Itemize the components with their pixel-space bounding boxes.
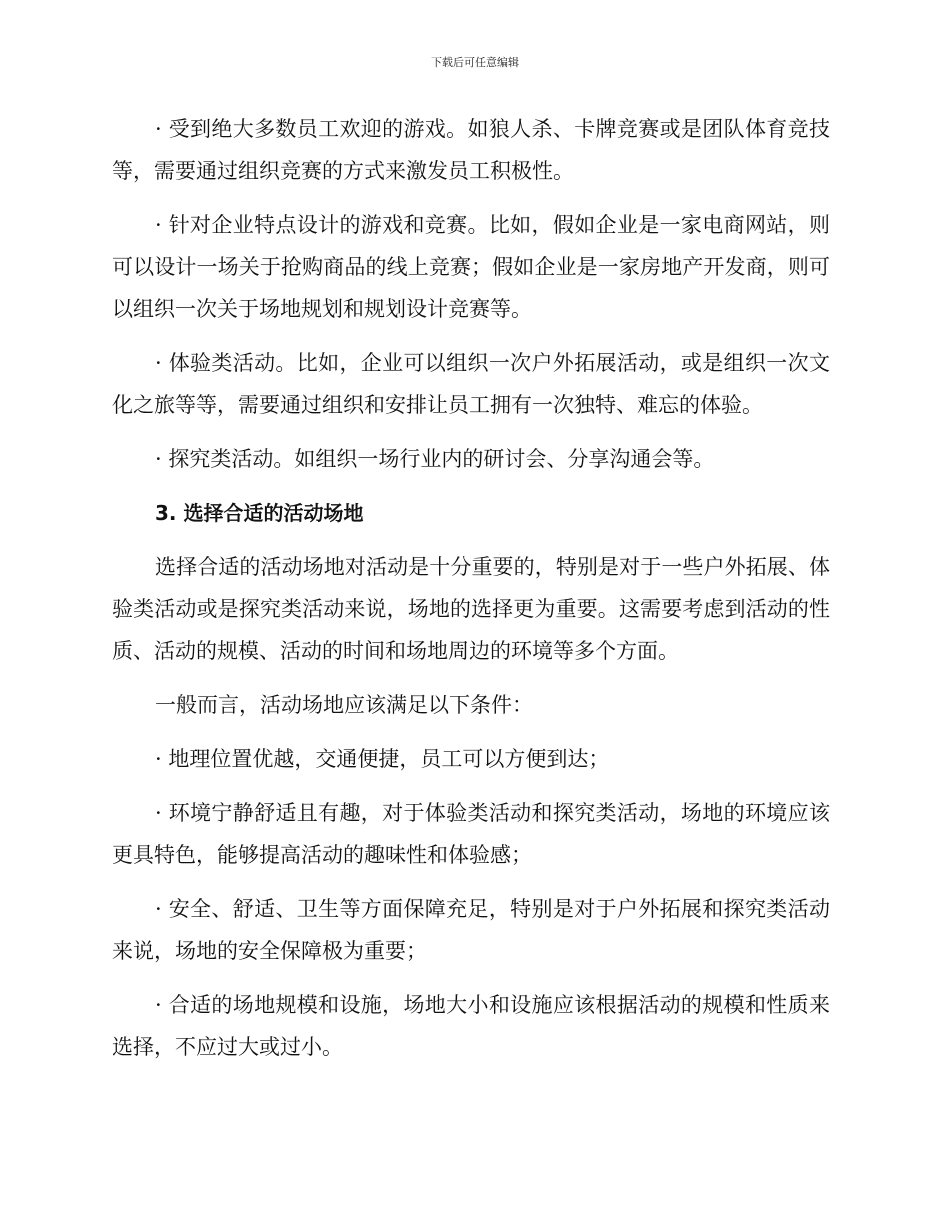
page-header-note: 下载后可任意编辑 (431, 56, 519, 69)
document-body (112, 108, 830, 1080)
paragraph-venue-importance: 选择合适的活动场地对活动是十分重要的，特别是对于一些户外拓展、体验类活动或是探究类活动来说，场地的选择更为重要。这需要考虑到活动的性质、活动的规模、活动的时间和场地周边的环境等多个方面。 (112, 555, 830, 663)
section-heading: 3. 选择合适的活动场地 (155, 501, 364, 525)
bullet-paragraph-popular-games: · 受到绝大多数员工欢迎的游戏。如狼人杀、卡牌竞赛或是团队体育竞技等，需要通过组织竞赛的方式来激发员工积极性。 (112, 117, 830, 183)
bullet-paragraph-environment: · 环境宁静舒适且有趣，对于体验类活动和探究类活动，场地的环境应该更具特色，能够提高活动的趣味性和体验感； (112, 801, 830, 867)
bullet-paragraph-company-games: · 针对企业特点设计的游戏和竞赛。比如，假如企业是一家电商网站，则可以设计一场关于抢购商品的线上竞赛；假如企业是一家房地产开发商，则可以组织一次关于场地规划和规划设计竞赛等。 (112, 213, 830, 321)
bullet-paragraph-scale-facilities: · 合适的场地规模和设施，场地大小和设施应该根据活动的规模和性质来选择，不应过大或过小。 (112, 993, 830, 1059)
bullet-paragraph-experience-activities: · 体验类活动。比如，企业可以组织一次户外拓展活动，或是组织一次文化之旅等等，需要通过组织和安排让员工拥有一次独特、难忘的体验。 (112, 351, 830, 417)
paragraph-venue-conditions-intro: 一般而言，活动场地应该满足以下条件： (155, 693, 533, 717)
bullet-paragraph-exploration-activities: · 探究类活动。如组织一场行业内的研讨会、分享沟通会等。 (155, 447, 715, 471)
bullet-paragraph-location: · 地理位置优越，交通便捷，员工可以方便到达； (155, 747, 610, 771)
bullet-paragraph-safety: · 安全、舒适、卫生等方面保障充足，特别是对于户外拓展和探究类活动来说，场地的安全保障极为重要； (112, 897, 830, 963)
